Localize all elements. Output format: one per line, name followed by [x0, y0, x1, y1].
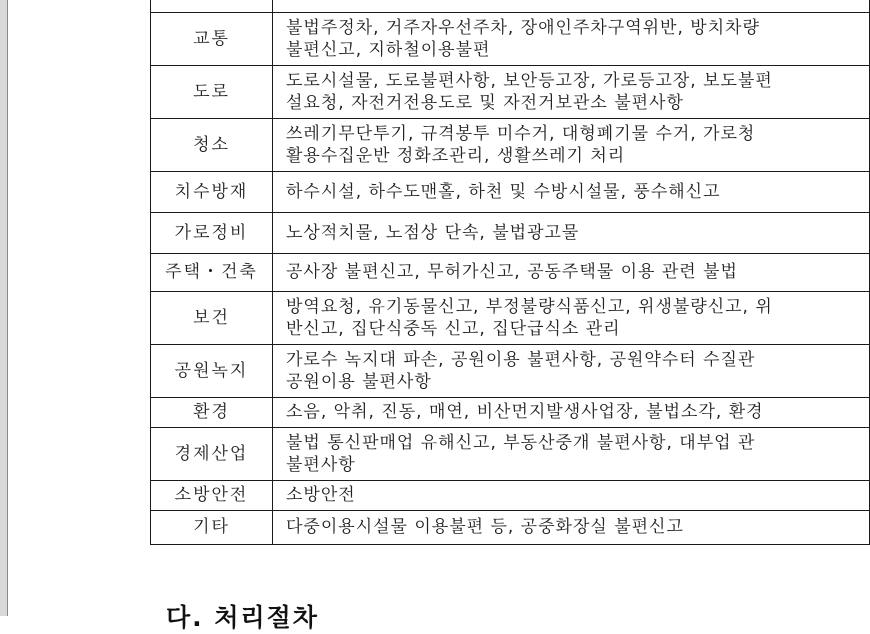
table-row	[151, 397, 870, 427]
table-row	[151, 171, 870, 212]
table-row	[151, 212, 870, 253]
description-cell: 불법주정차, 거주자우선주차, 장애인주차구역위반, 방치차량 불편신고, 지하철이용불편	[273, 12, 870, 65]
category-cell: 가로정비	[151, 212, 273, 253]
table-row	[151, 510, 870, 544]
description-cell: 소음, 악취, 진동, 매연, 비산먼지발생사업장, 불법소각, 환경	[273, 397, 870, 427]
category-cell: 치수방재	[151, 171, 273, 212]
description-cell: 소방안전	[273, 480, 870, 510]
table-row	[151, 12, 870, 65]
description-cell: 쓰레기무단투기, 규격봉투 미수거, 대형폐기물 수거, 가로청 활용수집운반 정화조관리, 생활쓰레기 처리	[273, 118, 870, 171]
section-heading: 다. 처리절차	[166, 603, 319, 632]
description-cell: 하수시설, 하수도맨홀, 하천 및 수방시설물, 풍수해신고	[273, 171, 870, 212]
description-cell: 방역요청, 유기동물신고, 부정불량식품신고, 위생불량신고, 위 반신고, 집단식중독 신고, 집단급식소 관리	[273, 291, 870, 344]
category-cell: 소방안전	[151, 480, 273, 510]
description-cell: 공사장 불편신고, 무허가신고, 공동주택물 이용 관련 불법	[273, 253, 870, 291]
table-row	[151, 344, 870, 397]
table-row	[151, 118, 870, 171]
description-cell: 노상적치물, 노점상 단속, 불법광고물	[273, 212, 870, 253]
category-cell: 기타	[151, 510, 273, 544]
description-cell: 도로시설물, 도로불편사항, 보안등고장, 가로등고장, 보도불편 설요청, 자전거전용도로 및 자전거보관소 불편사항	[273, 65, 870, 118]
table-row	[151, 65, 870, 118]
viewer-left-gutter	[0, 0, 8, 616]
description-cell	[273, 0, 870, 12]
description-cell: 가로수 녹지대 파손, 공원이용 불편사항, 공원약수터 수질관 공원이용 불편사항	[273, 344, 870, 397]
table-row	[151, 427, 870, 480]
category-cell	[151, 0, 273, 12]
table-row	[151, 291, 870, 344]
description-cell: 다중이용시설물 이용불편 등, 공중화장실 불편신고	[273, 510, 870, 544]
description-cell: 불법 통신판매업 유해신고, 부동산중개 불편사항, 대부업 관 불편사항	[273, 427, 870, 480]
table-row	[151, 0, 870, 12]
category-cell: 환경	[151, 397, 273, 427]
category-cell: 교통	[151, 12, 273, 65]
complaint-category-table	[150, 0, 870, 545]
category-cell: 주택・건축	[151, 253, 273, 291]
category-cell: 보건	[151, 291, 273, 344]
table-row	[151, 253, 870, 291]
category-cell: 공원녹지	[151, 344, 273, 397]
category-cell: 청소	[151, 118, 273, 171]
document-page	[9, 0, 818, 632]
table-row	[151, 480, 870, 510]
category-cell: 도로	[151, 65, 273, 118]
category-cell: 경제산업	[151, 427, 273, 480]
